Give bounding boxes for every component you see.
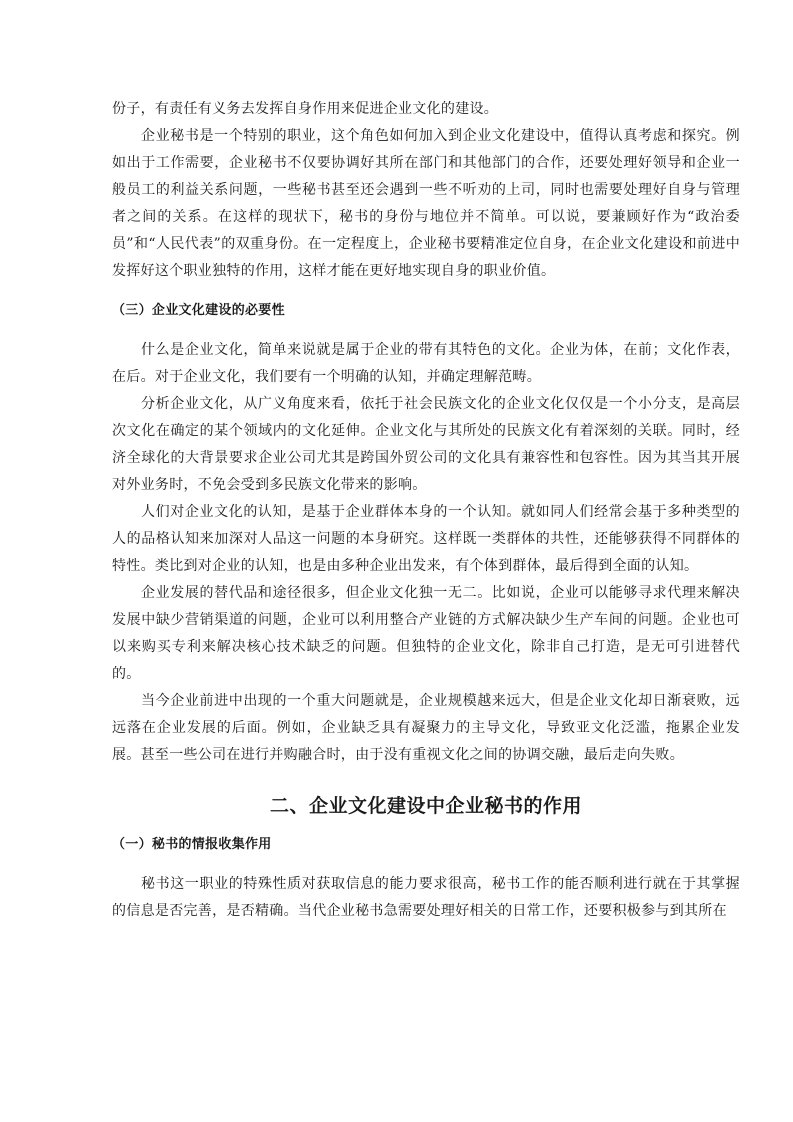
subheading-intelligence: （一）秘书的情报收集作用 bbox=[112, 837, 272, 852]
paragraph-intelligence: 秘书这一职业的特殊性质对获取信息的能力要求很高，秘书工作的能否顺利进行就在于其掌握的信息是否完善，是否精确。当代企业秘书急需要处理好相关的日常工作，还要积极参与到其所在 bbox=[112, 876, 740, 919]
paragraph-uniqueness: 企业发展的替代品和途径很多，但企业文化独一无二。比如说，企业可以能够寻求代理来解决发展中缺少营销渠道的问题，企业可以利用整合产业链的方式解决缺少生产车间的问题。企业也可以来购买专利来解决核心技术缺乏的问题。但独特的企业文化，除非自己打造，是无可引进替代的。 bbox=[112, 585, 740, 682]
paragraph-continuation: 份子，有责任有义务去发挥自身作用来促进企业文化的建设。 bbox=[112, 101, 499, 117]
document-body bbox=[112, 96, 740, 925]
paragraph-problem: 当今企业前进中出现的一个重大问题就是，企业规模越来远大，但是企业文化却日渐衰败，远远落在企业发展的后面。例如，企业缺乏具有凝聚力的主导文化，导致亚文化泛滥，拖累企业发展。甚至一些公司在进行并购融合时，由于没有重视文化之间的协调交融，最后走向失败。 bbox=[112, 693, 740, 763]
paragraph-secretary-role: 企业秘书是一个特别的职业，这个角色如何加入到企业文化建设中，值得认真考虑和探究。例如出于工作需要，企业秘书不仅要协调好其所在部门和其他部门的合作，还要处理好领导和企业一般员工的利益关系问题，一些秘书甚至还会遇到一些不听劝的上司，同时也需要处理好自身与管理者之间的关系。在这样的现状下，秘书的身份与地位并不简单。可以说，要兼顾好作为“政治委员”和“人民代表”的双重身份。在一定程度上，企业秘书要精准定位自身，在企业文化建设和前进中发挥好这个职业独特的作用，这样才能在更好地实现自身的职业价值。 bbox=[112, 128, 740, 279]
subheading-necessity: （三）企业文化建设的必要性 bbox=[112, 303, 285, 318]
paragraph-analysis: 分析企业文化，从广义角度来看，依托于社会民族文化的企业文化仅仅是一个小分支，是高层次文化在确定的某个领域内的文化延伸。企业文化与其所处的民族文化有着深刻的关联。同时，经济全球化的大背景要求企业公司尤其是跨国外贸公司的文化具有兼容性和包容性。因为其当其开展对外业务时，不免会受到多民族文化带来的影响。 bbox=[112, 396, 740, 493]
section-heading: 二、企业文化建设中企业秘书的作用 bbox=[269, 795, 582, 817]
paragraph-cognition: 人们对企业文化的认知，是基于企业群体本身的一个认知。就如同人们经常会基于多种类型的人的品格认知来加深对人品这一问题的本身研究。这样既一类群体的共性，还能够获得不同群体的特性。类比到对企业的认知，也是由多种企业出发来，有个体到群体，最后得到全面的认知。 bbox=[112, 504, 740, 574]
paragraph-what-is-culture: 什么是企业文化，简单来说就是属于企业的带有其特色的文化。企业为体，在前；文化作表，在后。对于企业文化，我们要有一个明确的认知，并确定理解范畴。 bbox=[112, 342, 740, 385]
